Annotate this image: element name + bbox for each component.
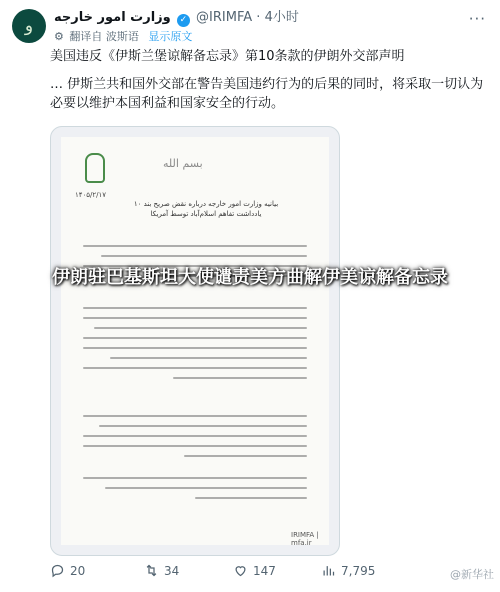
heart-icon <box>233 563 248 578</box>
verified-badge-icon: ✓ <box>177 14 190 27</box>
like-button[interactable] <box>233 563 276 578</box>
action-bar <box>50 563 490 583</box>
calligraphy-header: بسم الله <box>163 157 203 170</box>
document-title: بیانیه وزارت امور خارجه درباره نقض صریح بند ۱۰ یادداشت تفاهم اسلام‌آباد توسط آمریکا <box>133 200 279 218</box>
author-handle[interactable]: @IRIMFA <box>196 10 253 25</box>
media-image[interactable] <box>50 126 340 556</box>
translate-icon: ⚙ <box>54 30 64 43</box>
tweet-text <box>50 47 490 122</box>
reply-icon <box>50 563 65 578</box>
repost-count: 34 <box>164 563 180 578</box>
reply-count: 20 <box>70 563 86 578</box>
tweet-header <box>12 6 488 46</box>
document-logo: IRIMFA | mfa.ir <box>291 531 319 547</box>
document-date: ۱۴۰۵/۲/۱۷ <box>75 191 107 199</box>
views-chart-icon <box>321 563 336 578</box>
watermark: @新华社 <box>450 568 494 581</box>
paragraph-4 <box>83 477 307 507</box>
document-image <box>61 137 329 545</box>
reply-button[interactable] <box>50 563 85 578</box>
avatar-glyph: و <box>24 16 34 36</box>
views-count: 7,795 <box>341 563 376 578</box>
separator-dot: · <box>256 10 261 25</box>
more-options-button[interactable]: ··· <box>468 10 486 28</box>
headline-overlay: 伊朗驻巴基斯坦大使谴责美方曲解伊美谅解备忘录 <box>52 267 448 288</box>
translation-bar <box>54 28 192 44</box>
like-count: 147 <box>253 563 276 578</box>
repost-button[interactable] <box>144 563 179 578</box>
tweet-line-1: 美国违反《伊斯兰堡谅解备忘录》第10条款的伊朗外交部声明 <box>50 49 405 64</box>
tweet-line-2: … 伊斯兰共和国外交部在警告美国违约行为的后果的同时，将采取一切认为必要以维护本国利益和国家安全的行动。 <box>50 77 484 111</box>
translated-from-label: 翻译自 波斯语 <box>69 30 139 43</box>
avatar[interactable] <box>12 9 46 43</box>
author-line <box>54 10 299 27</box>
post-time[interactable]: 4小时 <box>264 10 299 25</box>
emblem-icon <box>85 153 105 183</box>
paragraph-2 <box>83 307 307 387</box>
author-name[interactable]: وزارت امور خارجه <box>54 10 171 25</box>
paragraph-3 <box>83 415 307 465</box>
views-button[interactable] <box>321 563 375 578</box>
repost-icon <box>144 563 159 578</box>
show-original-link[interactable]: 显示原文 <box>148 30 193 43</box>
